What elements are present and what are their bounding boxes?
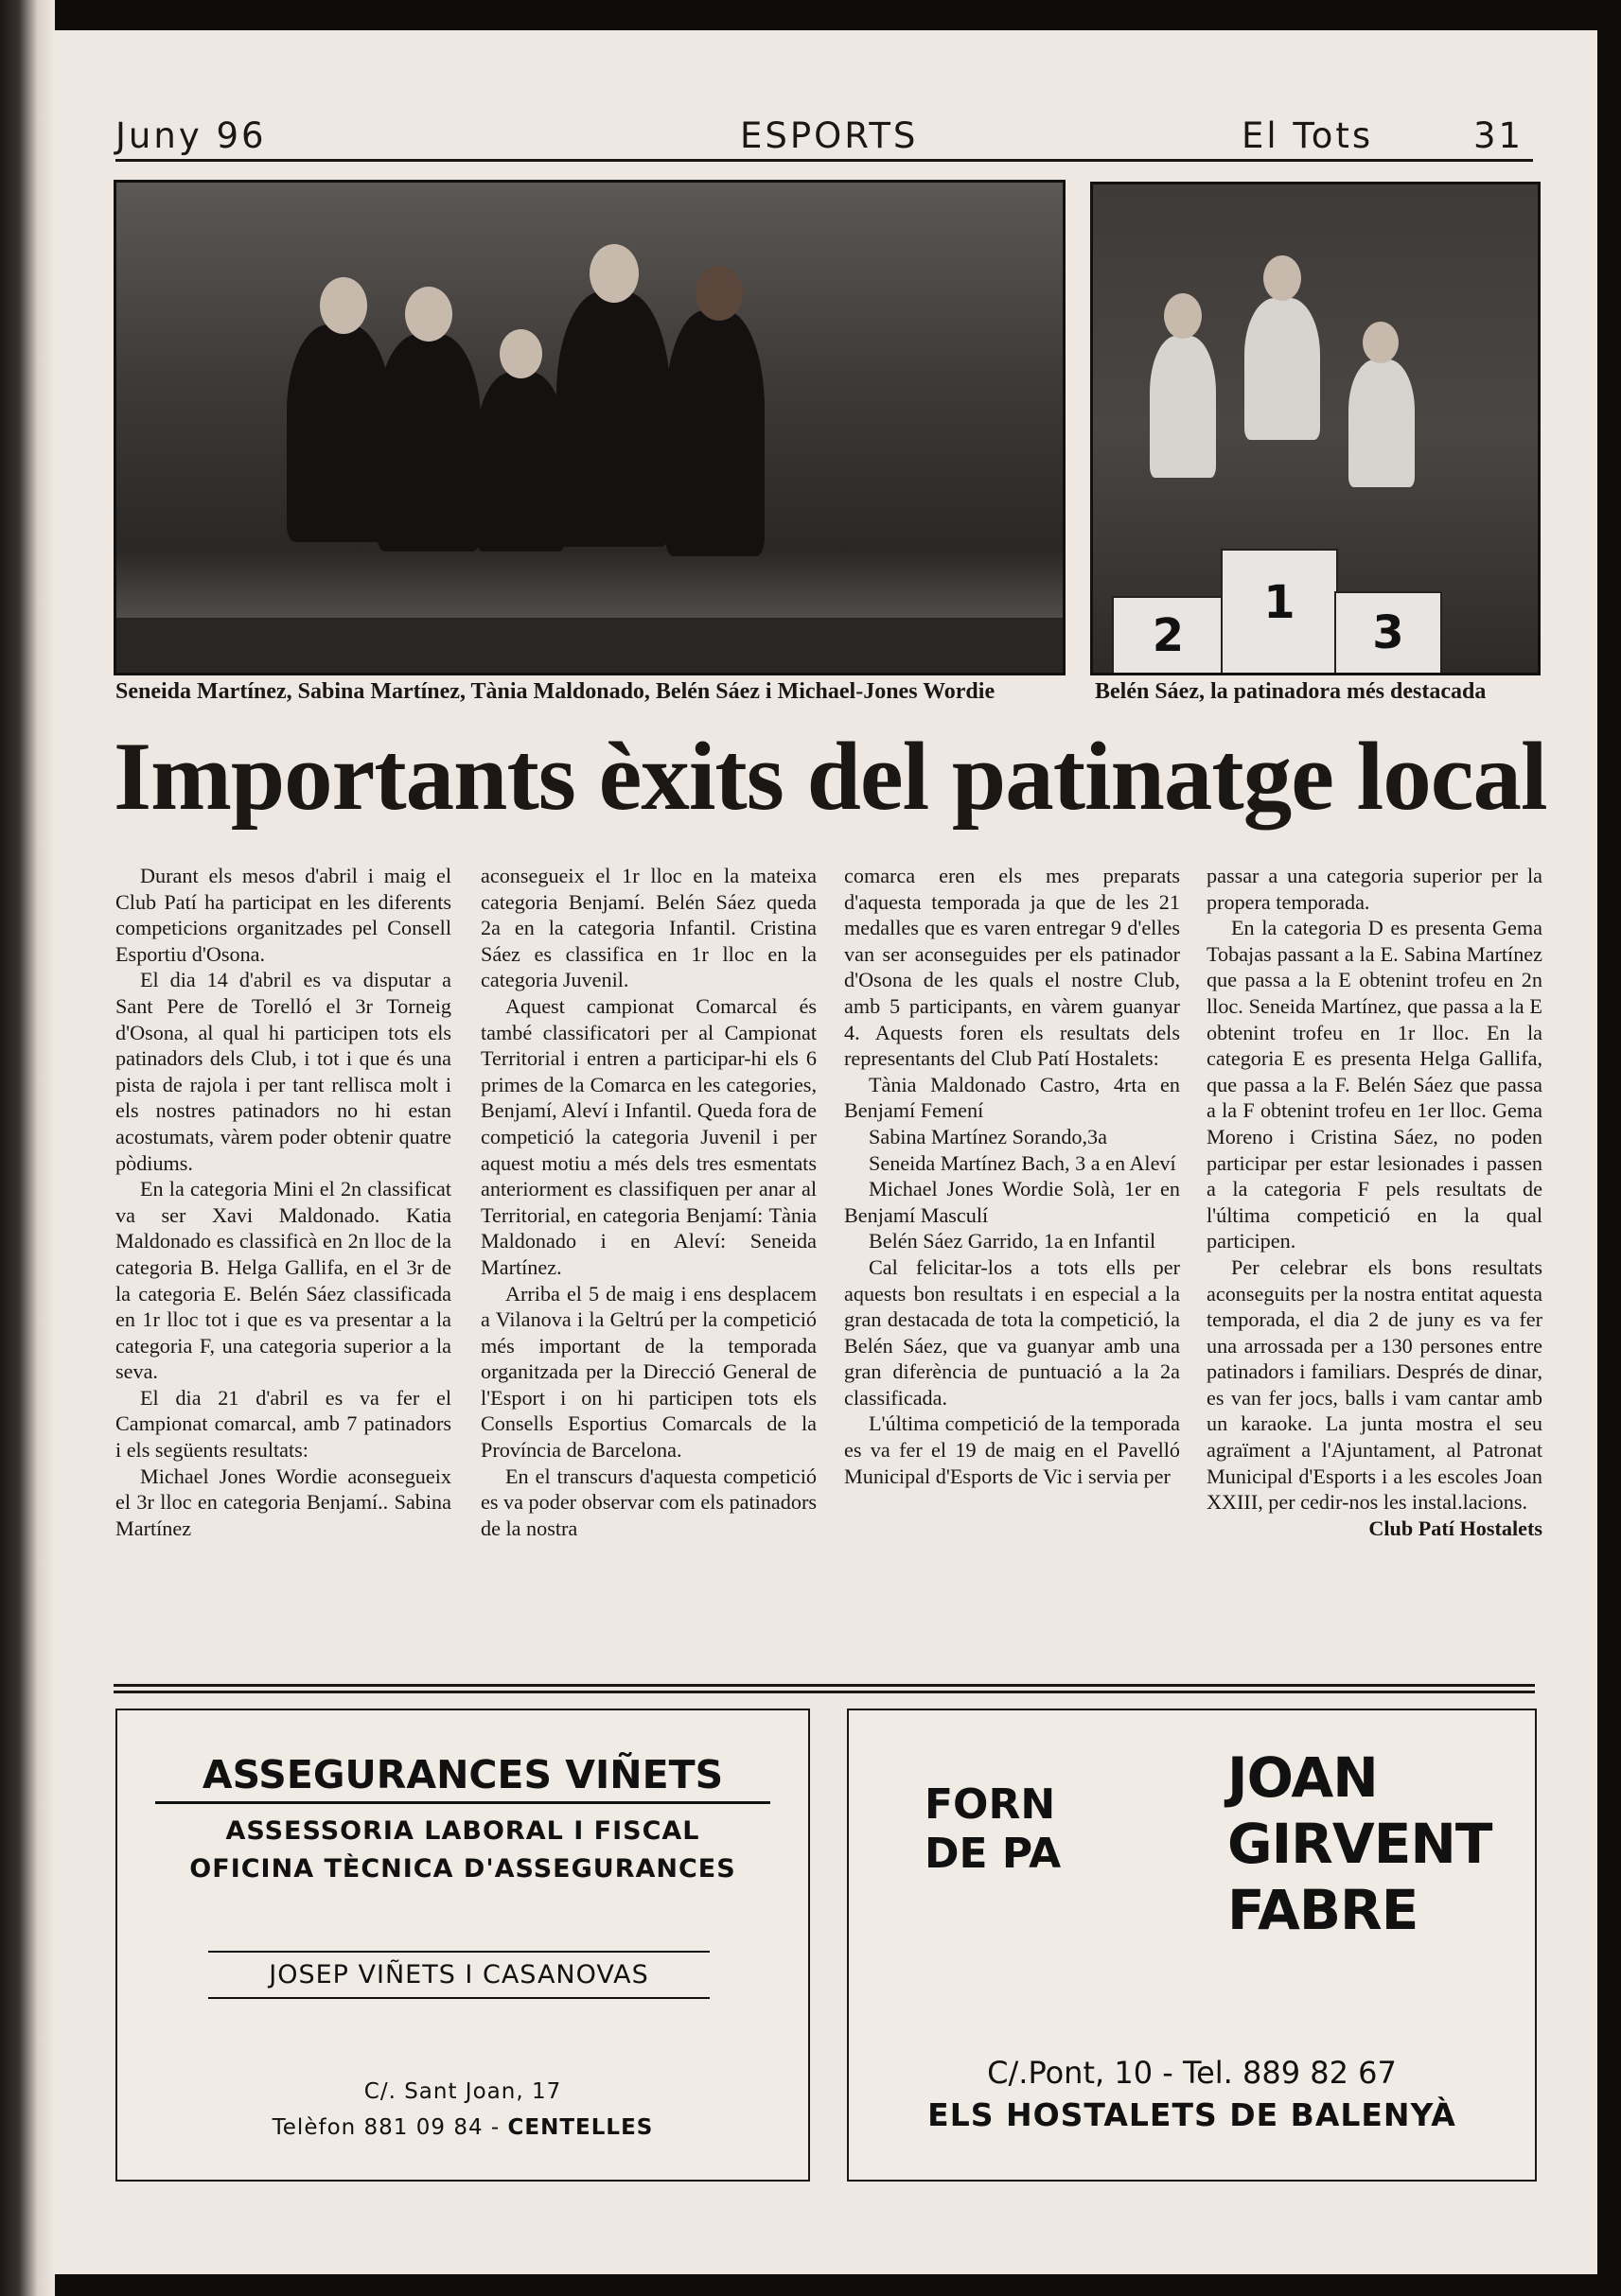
paragraph: En la categoria Mini el 2n classificat va ser Xavi Maldonado. Katia Maldonado es classificà en 2n lloc de la categoria B. Helga Gallifa, en el 3r de la categoria E. Belén Sáez classificada en 1r lloc tot i que es va presentar a la categoria F, una categoria superior a la seva. xyxy=(115,1177,451,1384)
ad-town: ELS HOSTALETS DE BALENYÀ xyxy=(927,2096,1456,2133)
paragraph: En la categoria D es presenta Gema Tobajas passant a la E. Sabina Martínez que passa a la E obtenint trofeu en 2n lloc. Seneida Martínez, que passa a la E obtenint trofeu en 1r lloc. En la categoria E es presenta Helga Gallifa, que passa a la F. Belén Sáez que passa a la F obtenint trofeu en 1er lloc. Gema Moreno i Cristina Sáez, no poden participar per estar lesionades i passen a la categoria F pels resultats de l'última competició en la qual participen. xyxy=(1207,916,1542,1253)
article-column-1 xyxy=(115,863,451,1541)
podium-second: 2 xyxy=(1112,596,1225,675)
ad-address: C/. Sant Joan, 17 xyxy=(363,2079,562,2104)
running-header xyxy=(115,112,1533,162)
paragraph: En el transcurs d'aquesta competició es va poder observar com els patinadors de la nostra xyxy=(481,1463,817,1540)
photo-caption-right: Belén Sáez, la patinadora més destacada xyxy=(1095,679,1487,704)
paragraph: L'última competició de la temporada es va fer el 19 de maig en el Pavelló Municipal d'Esports de Vic i servia per xyxy=(844,1411,1180,1488)
result-line: Michael Jones Wordie Solà, 1er en Benjamí Masculí xyxy=(844,1177,1180,1227)
article-column-4 xyxy=(1207,863,1542,1541)
ad-name-line: FABRE xyxy=(1227,1878,1418,1942)
ad-owner: JOSEP VIÑETS I CASANOVAS xyxy=(208,1951,710,1999)
ad-services xyxy=(136,1813,789,1888)
result-line: Sabina Martínez Sorando,3a xyxy=(869,1124,1108,1148)
ad-forn-de-pa xyxy=(847,1709,1537,2182)
article-signature: Club Patí Hostalets xyxy=(1368,1516,1542,1540)
paragraph: Arriba el 5 de maig i ens desplacem a Vilanova i la Geltrú per la competició més important de la temporada organitzada per la Direcció General de l'Esport i on hi participen tots els Consells Esportius Comarcals de la Província de Barcelona. xyxy=(481,1281,817,1463)
paragraph: aconsegueix el 1r lloc en la mateixa categoria Benjamí. Belén Sáez queda 2a en la categoria Infantil. Cristina Sáez es classifica en 1r lloc en la categoria Juvenil. xyxy=(481,864,817,992)
header-publication: El Tots xyxy=(1242,115,1374,156)
ad-business-line: FORN xyxy=(925,1780,1056,1829)
article-column-2 xyxy=(481,863,817,1541)
ad-phone: Telèfon 881 09 84 - xyxy=(272,2115,501,2140)
paragraph: passar a una categoria superior per la propera temporada. xyxy=(1207,864,1542,914)
header-page-number: 31 xyxy=(1473,115,1524,156)
paragraph: Michael Jones Wordie aconsegueix el 3r lloc en categoria Benjamí.. Sabina Martínez xyxy=(115,1463,451,1540)
binding-edge xyxy=(0,0,55,2296)
ad-assegurances-vinets xyxy=(115,1709,810,2182)
ad-name-line: JOAN xyxy=(1227,1745,1378,1810)
photo-skaters-group xyxy=(114,180,1066,675)
paragraph: Per celebrar els bons resultats aconseguits per la nostra entitat aquesta temporada, el dia 2 de juny es va fer una arrossada per a 130 persones entre patinadors i familiars. Després de dinar, es van fer jocs, balls i vam cantar amb un karaoke. La junta mostra el seu agraïment a l'Ajuntament, al Patronat Municipal d'Esports i a les escoles Joan XXIII, per cedir-nos les instal.lacions. xyxy=(1207,1254,1542,1515)
ad-name-line: GIRVENT xyxy=(1227,1812,1492,1876)
paragraph: Durant els mesos d'abril i maig el Club Patí ha participat en les diferents competicions organitzades pel Consell Esportiu d'Osona. xyxy=(115,864,451,966)
header-date: Juny 96 xyxy=(115,115,267,156)
ad-address: C/.Pont, 10 - Tel. 889 82 67 xyxy=(987,2055,1397,2091)
paragraph: Cal felicitar-los a tots ells per aquests bon resultats i en especial a la gran destacada de tota la competició, la Belén Sáez, que va guanyar amb una gran diferència de puntuació a la 2a classificada. xyxy=(844,1254,1180,1410)
result-line: Tània Maldonado Castro, 4rta en Benjamí Femení xyxy=(844,1072,1180,1123)
ad-service-line: OFICINA TÈCNICA D'ASSEGURANCES xyxy=(189,1854,736,1884)
header-section: ESPORTS xyxy=(740,115,919,156)
photo-caption-left: Seneida Martínez, Sabina Martínez, Tània Maldonado, Belén Sáez i Michael-Jones Wordie xyxy=(115,679,996,704)
paragraph: Aquest campionat Comarcal és també classificatori per al Campionat Territorial i entren a participar-hi els 6 primes de la Comarca en les categories, Benjamí, Aleví i Infantil. Queda fora de competició la categoria Juvenil i per aquest motiu a més dels tres esmentats anteriorment es classifiquen per anar al Territorial, en categoria Benjamí: Tània Maldonado i en Aleví: Seneida Martínez. xyxy=(481,993,817,1279)
ad-business-line: DE PA xyxy=(925,1830,1062,1878)
ad-title: ASSEGURANCES VIÑETS xyxy=(155,1752,770,1804)
article-headline: Importants èxits del patinatge local xyxy=(114,723,1547,831)
ad-business-type xyxy=(925,1780,1066,1879)
ad-town: CENTELLES xyxy=(507,2115,654,2140)
paragraph: comarca eren els mes preparats d'aquesta temporada ja que de les 21 medalles que es varen entregar 9 d'elles van ser aconseguides per els patinador d'Osona de les quals el nostre Club, amb 5 participants, en vàrem guanyar 4. Aquests foren els resultats dels representants del Club Patí Hostalets: xyxy=(844,864,1180,1071)
result-line: Seneida Martínez Bach, 3 a en Aleví xyxy=(869,1150,1176,1175)
divider-rule xyxy=(114,1691,1535,1693)
podium-third: 3 xyxy=(1334,591,1442,675)
photo-podium xyxy=(1090,182,1541,675)
ad-contact xyxy=(136,2115,789,2140)
paragraph: El dia 21 d'abril es va fer el Campionat comarcal, amb 7 patinadors i els següents resultats: xyxy=(115,1385,451,1463)
divider-rule xyxy=(114,1684,1535,1687)
article-column-3 xyxy=(844,863,1180,1489)
result-line: Belén Sáez Garrido, 1a en Infantil xyxy=(869,1229,1156,1253)
podium-first: 1 xyxy=(1221,549,1338,675)
paragraph: El dia 14 d'abril es va disputar a Sant Pere de Torelló el 3r Torneig d'Osona, al qual hi participen tots els patinadors dels Club, i tot i que és una pista de rajola i per tant rellisca molt i els nostres patinadors no hi estan acostumats, vàrem poder obtenir quatre pòdiums. xyxy=(115,968,451,1175)
ad-owner-name xyxy=(1227,1744,1530,1943)
ad-service-line: ASSESSORIA LABORAL I FISCAL xyxy=(225,1816,700,1846)
